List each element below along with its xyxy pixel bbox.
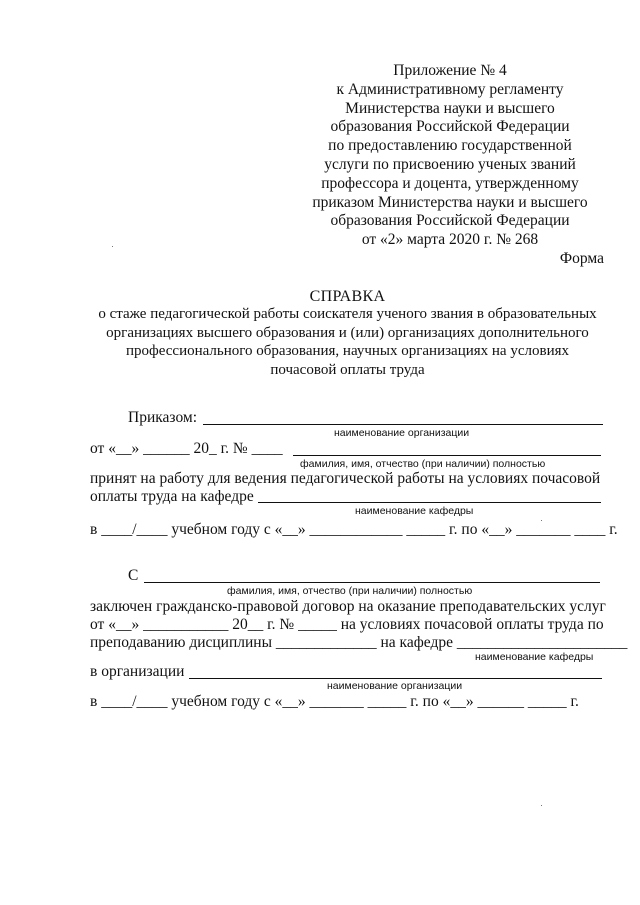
fio-caption: фамилия, имя, отчество (при наличии) полностью (300, 458, 546, 470)
fio-caption-2: фамилия, имя, отчество (при наличии) полностью (227, 585, 473, 597)
header-line: от «2» марта 2020 г. № 268 (361, 231, 539, 249)
header-line: Приложение № 4 (393, 62, 507, 79)
subtitle-line: профессионального образования, научных организациях на условиях (125, 343, 569, 360)
header-line: услуги по присвоению ученых званий (324, 155, 576, 173)
hired-dept-label: оплаты труда на кафедре (90, 488, 254, 505)
org-name-field-2[interactable] (189, 678, 602, 679)
dept-name-field[interactable] (258, 502, 601, 503)
subtitle-line: организациях высшего образования и (или) организациях дополнительного (106, 324, 589, 341)
appendix-header (300, 62, 600, 250)
order-label: Приказом: (128, 409, 198, 426)
subtitle-line: о стаже педагогической работы соискателя ученого звания в образовательных (98, 306, 597, 322)
header-line: Министерства науки и высшего (345, 99, 555, 117)
org-name-caption-2: наименование организации (327, 680, 463, 692)
form-label: Форма (559, 250, 604, 267)
org-name-field[interactable] (203, 424, 603, 425)
discipline-line: преподаванию дисциплины _____________ на кафедре ______________________ (90, 634, 628, 651)
header-line: образования Российской Федерации (330, 118, 570, 136)
hired-text-line: принят на работу для ведения педагогической работы на условиях почасовой (90, 470, 601, 487)
scan-speck (541, 805, 542, 806)
header-line: образования Российской Федерации (330, 212, 570, 230)
academic-year-line-2: в ____/____ учебном году с «__» _______ _____ г. по «__» ______ _____ г. (90, 693, 579, 710)
header-line: к Административному регламенту (336, 80, 564, 98)
contract-line: заключен гражданско-правовой договор на оказание преподавательских услуг (90, 598, 606, 615)
dept-name-caption: наименование кафедры (355, 505, 474, 517)
order-date-line: от «__» ______ 20_ г. № ____ (90, 440, 283, 457)
header-line: профессора и доцента, утвержденному (321, 174, 579, 192)
scan-speck (541, 520, 542, 521)
header-line: приказом Министерства науки и высшего (312, 193, 588, 211)
fio-field[interactable] (293, 455, 601, 456)
subtitle-line: почасовой оплаты труда (270, 361, 425, 378)
scan-speck (112, 246, 113, 247)
fio-field-2[interactable] (144, 582, 600, 583)
header-line: по предоставлению государственной (328, 137, 572, 155)
dept-name-caption-2: наименование кафедры (475, 651, 594, 663)
s-label: С (128, 567, 139, 584)
contract-date-line: от «__» ___________ 20__ г. № _____ на условиях почасовой оплаты труда по (90, 616, 604, 633)
academic-year-line: в ____/____ учебном году с «__» ____________ _____ г. по «__» _______ ____ г. (90, 521, 618, 538)
in-organization-label: в организации (90, 663, 185, 680)
org-name-caption: наименование организации (334, 427, 470, 439)
document-subtitle (60, 305, 635, 379)
document-title: СПРАВКА (309, 288, 386, 305)
